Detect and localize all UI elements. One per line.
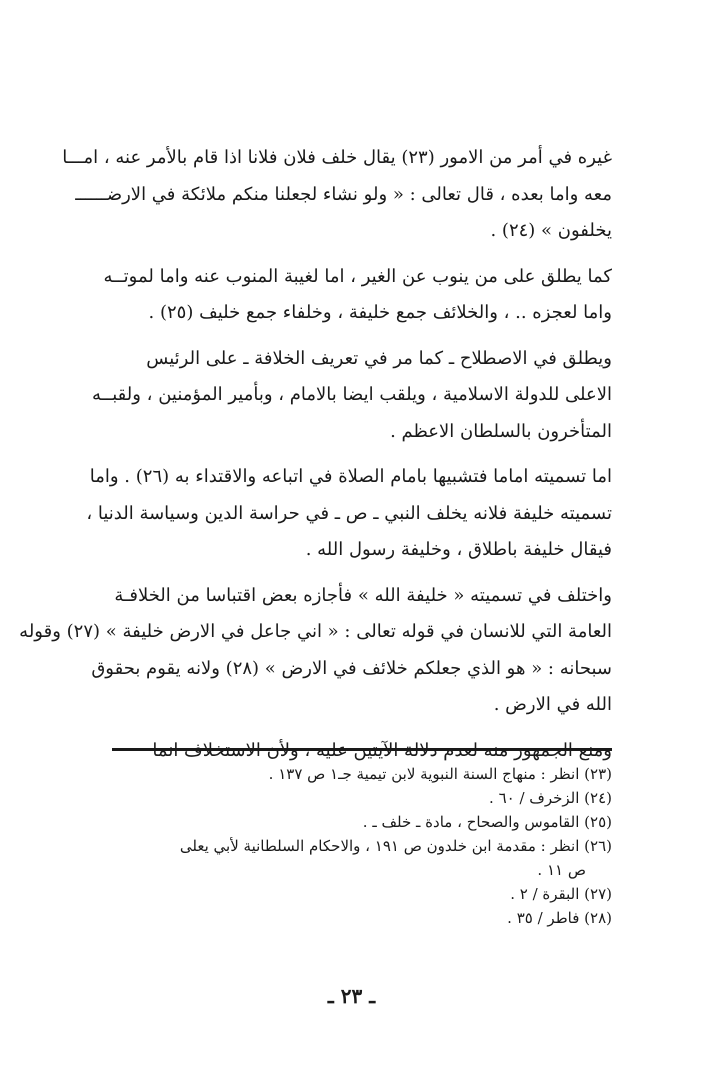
text-line: الاعلى للدولة الاسلامية ، ويلقب ايضا بالامام ، وبأمير المؤمنين ، ولقبــه <box>92 384 612 405</box>
paragraph-1 <box>62 140 612 250</box>
text-line: معه واما بعده ، قال تعالى : « ولو نشاء لجعلنا منكم ملائكة في الارضــــــ <box>75 183 612 205</box>
footnote-24: (٢٤) الزخرف / ٦٠ . <box>489 789 612 807</box>
page-number: ـ ٢٣ ـ <box>327 984 376 1008</box>
text-line: يخلفون » (٢٤) . <box>490 220 612 241</box>
footnotes <box>100 762 612 930</box>
text-line: العامة التي للانسان في قوله تعالى : « اني جاعل في الارض خليفة » (٢٧) وقوله <box>19 621 612 642</box>
footnote-divider <box>112 748 612 751</box>
text-line: واما لعجزه .. ، والخلائف جمع خليفة ، وخلفاء جمع خليف (٢٥) . <box>148 302 612 323</box>
paragraph-2 <box>100 259 612 332</box>
text-line: المتأخرون بالسلطان الاعظم . <box>390 420 612 442</box>
text-line: ويطلق في الاصطلاح ـ كما مر في تعريف الخلافة ـ على الرئيس <box>146 347 612 369</box>
text-line: ومنع الجمهور منه لعدم دلالة الآيتين عليه ، ولأن الاستخلاف انما <box>152 739 612 761</box>
footnote-26-continued: ص ١١ . <box>537 861 586 879</box>
paragraph-3 <box>92 341 612 451</box>
text-line: غيره في أمر من الامور (٢٣) يقال خلف فلان فلانا اذا قام بالأمر عنه ، امـــا <box>62 147 612 168</box>
paragraph-4 <box>86 459 612 569</box>
paragraph-5 <box>19 578 612 724</box>
text-line: الله في الارض . <box>493 694 612 715</box>
footnote-26: (٢٦) انظر : مقدمة ابن خلدون ص ١٩١ ، والاحكام السلطانية لأبي يعلى <box>179 837 612 855</box>
body-text <box>19 140 612 778</box>
text-line: سبحانه : « هو الذي جعلكم خلائف في الارض » (٢٨) ولانه يقوم بحقوق <box>91 657 612 679</box>
footnote-27: (٢٧) البقرة / ٢ . <box>510 885 612 903</box>
footnote-23: (٢٣) انظر : منهاج السنة النبوية لابن تيمية جـ١ ص ١٣٧ . <box>268 765 612 783</box>
text-line: واختلف في تسميته « خليفة الله » فأجازه بعض اقتباسا من الخلافـة <box>114 584 612 606</box>
footnote-28: (٢٨) فاطر / ٣٥ . <box>507 909 612 927</box>
text-line: تسميته خليفة فلانه يخلف النبي ـ ص ـ في حراسة الدين وسياسة الدنيا ، <box>86 502 612 524</box>
text-line: اما تسميته اماما فتشبيها بامام الصلاة في اتباعه والاقتداء به (٢٦) . واما <box>89 466 612 487</box>
footnote-25: (٢٥) القاموس والصحاح ، مادة ـ خلف ـ . <box>362 813 612 831</box>
text-line: فيقال خليفة باطلاق ، وخليفة رسول الله . <box>305 539 612 560</box>
text-line: كما يطلق على من ينوب عن الغير ، اما لغيبة المنوب عنه واما لموتــه <box>103 265 612 287</box>
